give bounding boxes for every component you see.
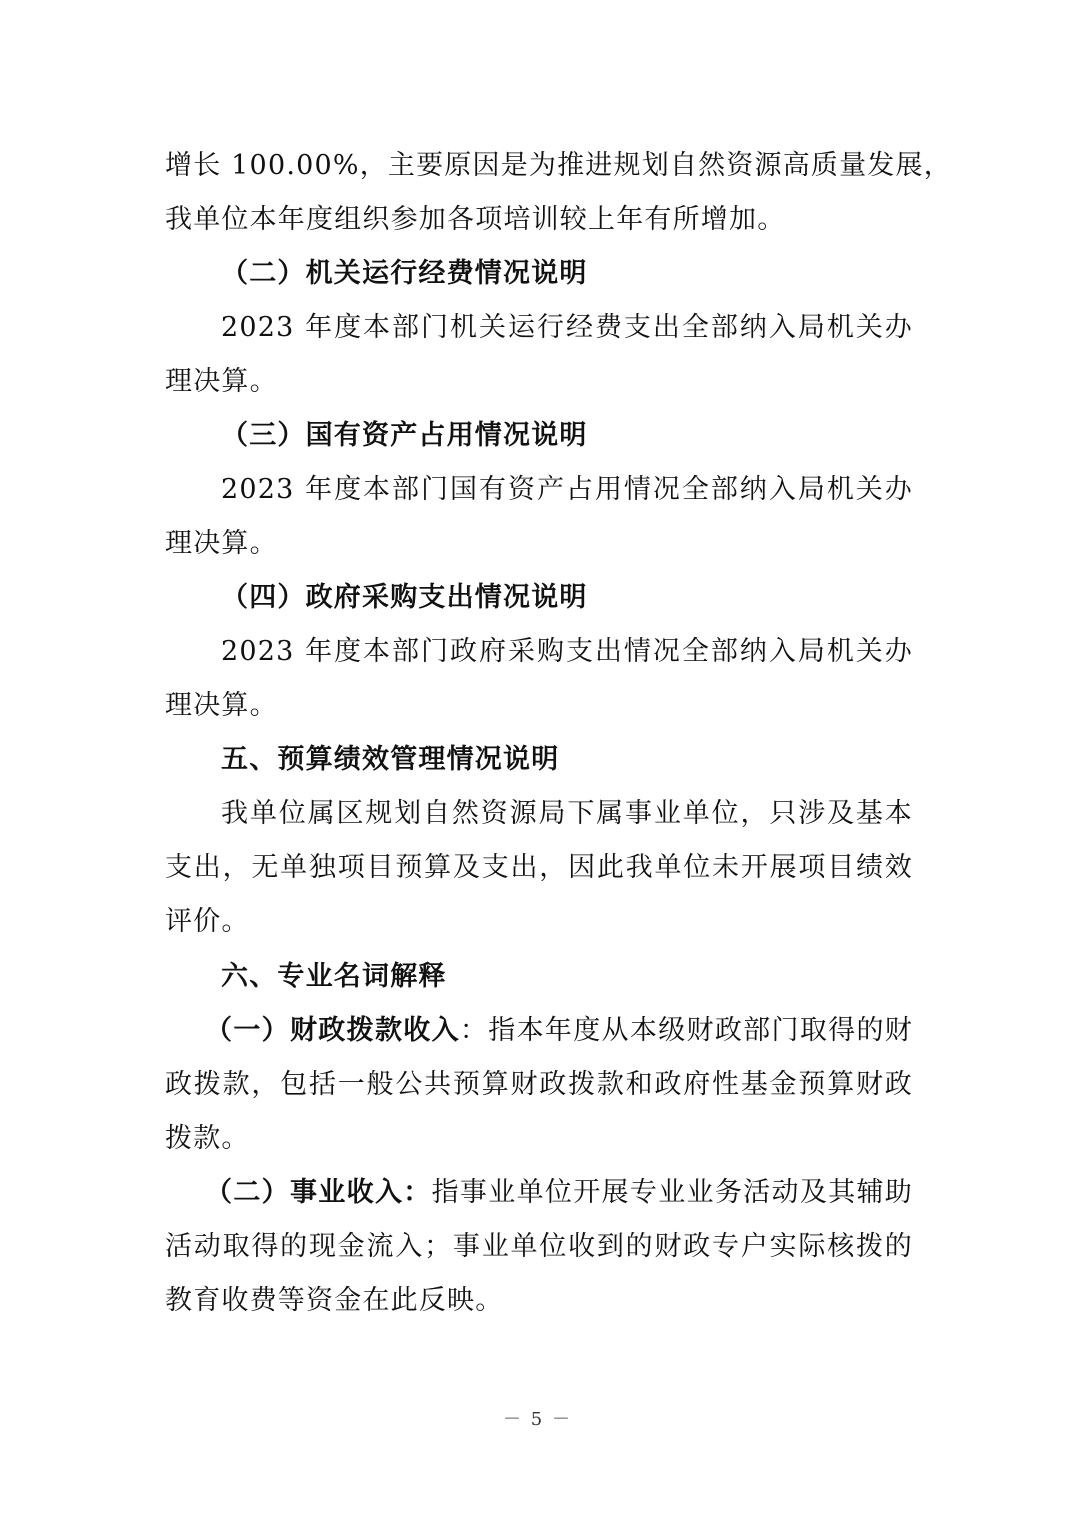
section-heading: （三）国有资产占用情况说明 [221, 420, 588, 451]
section-heading: （二）机关运行经费情况说明 [221, 258, 588, 289]
paragraph-line: 增长 100.00%，主要原因是为推进规划自然资源高质量发展， [165, 150, 952, 181]
section-heading: 六、专业名词解释 [221, 961, 447, 992]
term-definition-line [205, 1011, 913, 1051]
paragraph-line: 政拨款，包括一般公共预算财政拨款和政府性基金预算财政 [165, 1069, 913, 1100]
paragraph-line: 理决算。 [165, 528, 278, 559]
paragraph-line: 评价。 [165, 906, 250, 937]
term-definition-line [205, 1173, 913, 1213]
section-heading: （四）政府采购支出情况说明 [221, 582, 588, 613]
section-heading: 五、预算绩效管理情况说明 [221, 744, 560, 775]
paragraph-line: 活动取得的现金流入；事业单位收到的财政专户实际核拨的 [165, 1231, 913, 1262]
paragraph-line: 教育收费等资金在此反映。 [165, 1285, 504, 1316]
term-label: （二）事业收入： [205, 1177, 432, 1208]
paragraph-line: 拨款。 [165, 1123, 250, 1154]
paragraph-line: 支出，无单独项目预算及支出，因此我单位未开展项目绩效 [165, 852, 913, 883]
page-number: － 5 － [503, 1409, 572, 1430]
term-text: ：指本年度从本级财政部门取得的财 [459, 1015, 913, 1046]
paragraph-line: 我单位属区规划自然资源局下属事业单位，只涉及基本 [221, 798, 913, 829]
paragraph-line: 2023 年度本部门机关运行经费支出全部纳入局机关办 [221, 312, 913, 343]
paragraph-line: 理决算。 [165, 690, 278, 721]
paragraph-line: 我单位本年度组织参加各项培训较上年有所增加。 [165, 204, 786, 235]
term-text: 指事业单位开展专业业务活动及其辅助 [431, 1177, 913, 1208]
paragraph-line: 2023 年度本部门国有资产占用情况全部纳入局机关办 [221, 474, 913, 505]
paragraph-line: 2023 年度本部门政府采购支出情况全部纳入局机关办 [221, 636, 913, 667]
paragraph-line: 理决算。 [165, 366, 278, 397]
term-label: （一）财政拨款收入 [205, 1015, 460, 1046]
